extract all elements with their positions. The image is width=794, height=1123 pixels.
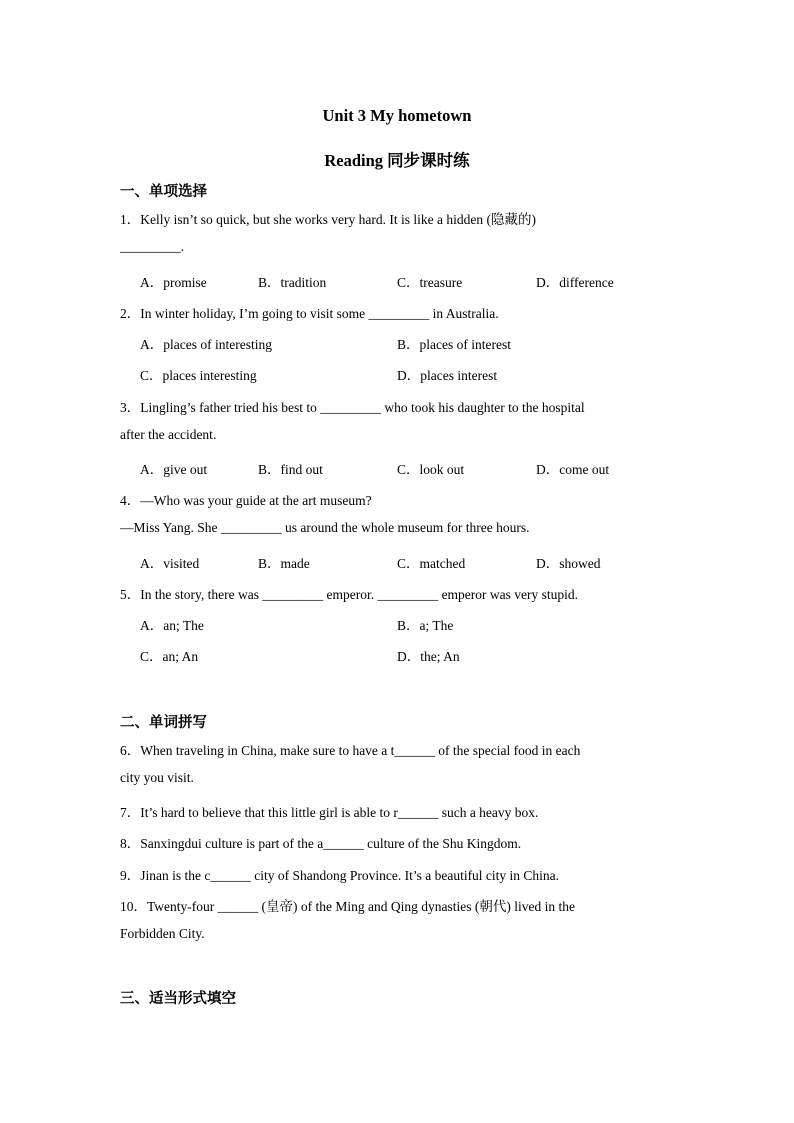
question-1-option-a: A．promise (140, 275, 207, 290)
page-title: Unit 3 My hometown (322, 106, 472, 125)
question-2-option-a: A．places of interesting (140, 337, 272, 352)
question-2-option-b: B．places of interest (397, 337, 511, 352)
question-10-line-2: Forbidden City. (120, 926, 205, 941)
question-3-option-d: D．come out (536, 462, 610, 477)
question-5-option-b: B．a; The (397, 618, 454, 633)
question-5-line-1: 5．In the story, there was _________ emperor. _________ emperor was very stupid. (120, 587, 579, 602)
question-3-line-1: 3．Lingling’s father tried his best to _________ who took his daughter to the hospital (120, 400, 585, 415)
question-1-option-d: D．difference (536, 275, 614, 290)
question-3-line-2: after the accident. (120, 427, 217, 442)
question-1-line-2: _________. (120, 239, 185, 254)
question-6-line-2: city you visit. (120, 770, 194, 785)
question-1-option-b: B．tradition (258, 275, 327, 290)
question-4-line-2: —Miss Yang. She _________ us around the whole museum for three hours. (120, 520, 530, 535)
page-subtitle: Reading 同步课时练 (324, 151, 470, 170)
question-6-line-1: 6．When traveling in China, make sure to have a t______ of the special food in each (120, 743, 581, 758)
question-5-option-c: C．an; An (140, 649, 199, 664)
question-10-line-1: 10．Twenty-four ______ (皇帝) of the Ming and Qing dynasties (朝代) lived in the (120, 899, 575, 914)
question-4-option-a: A．visited (140, 556, 200, 571)
question-4-option-d: D．showed (536, 556, 601, 571)
question-4-option-c: C．matched (397, 556, 466, 571)
section-heading-fill-in-form: 三、适当形式填空 (120, 991, 236, 1007)
question-2-option-d: D．places interest (397, 368, 498, 383)
section-heading-multiple-choice: 一、单项选择 (120, 184, 207, 200)
question-2-option-c: C．places interesting (140, 368, 257, 383)
section-heading-word-spelling: 二、单词拼写 (120, 715, 207, 731)
question-1-line-1: 1．Kelly isn’t so quick, but she works very hard. It is like a hidden (隐藏的) (120, 212, 536, 227)
question-4-line-1: 4．—Who was your guide at the art museum? (120, 493, 372, 508)
question-7-line-1: 7．It’s hard to believe that this little girl is able to r______ such a heavy box. (120, 805, 539, 820)
question-1-option-c: C．treasure (397, 275, 463, 290)
question-4-option-b: B．made (258, 556, 310, 571)
question-8-line-1: 8．Sanxingdui culture is part of the a______ culture of the Shu Kingdom. (120, 836, 522, 851)
question-9-line-1: 9．Jinan is the c______ city of Shandong Province. It’s a beautiful city in China. (120, 868, 560, 883)
question-5-option-d: D．the; An (397, 649, 460, 664)
question-5-option-a: A．an; The (140, 618, 204, 633)
question-3-option-a: A．give out (140, 462, 208, 477)
question-3-option-b: B．find out (258, 462, 323, 477)
question-2-line-1: 2．In winter holiday, I’m going to visit some _________ in Australia. (120, 306, 499, 321)
question-3-option-c: C．look out (397, 462, 465, 477)
